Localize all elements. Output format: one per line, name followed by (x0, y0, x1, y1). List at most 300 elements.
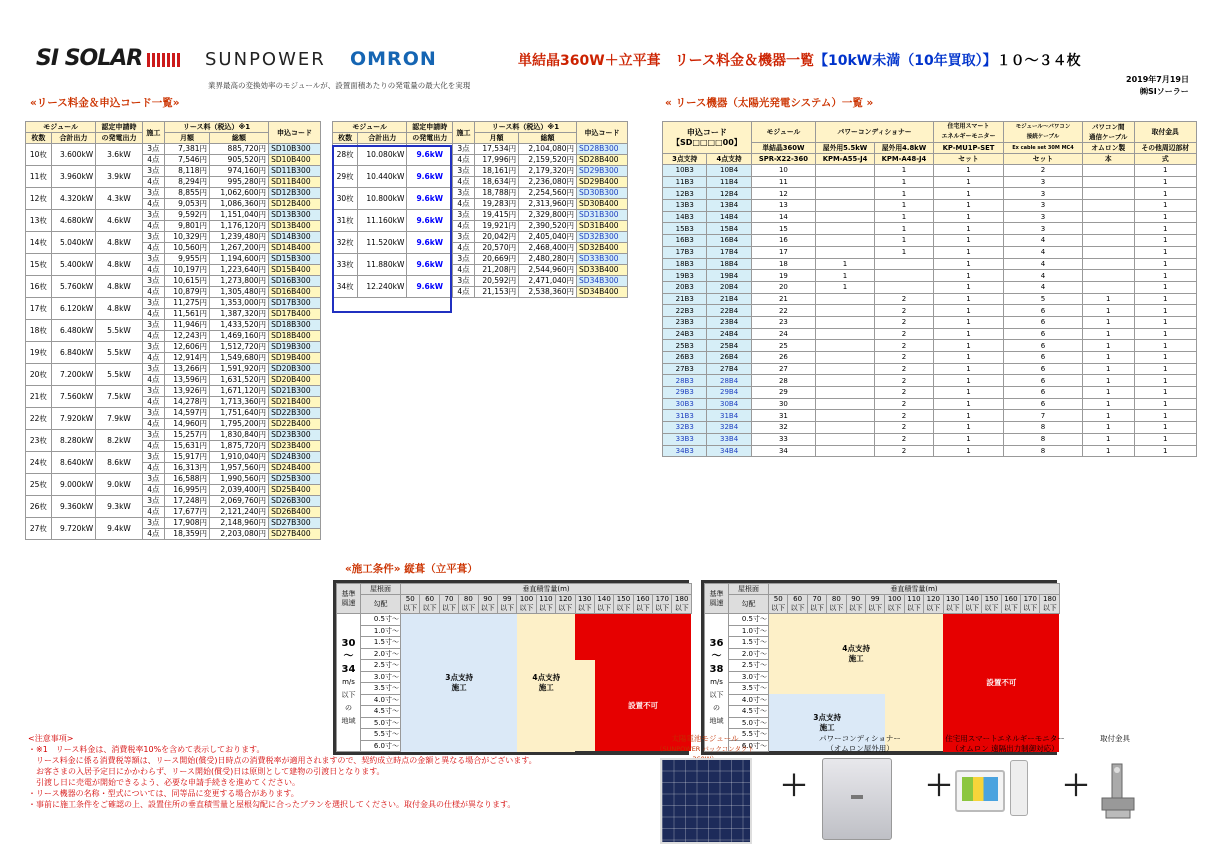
zone-4pt: 4点支持 施工 (517, 614, 575, 752)
cell-equip: 1 (816, 270, 875, 282)
cell-work: 4点 (453, 287, 475, 298)
cell-total: 11.520kW (358, 232, 407, 254)
hdr-fitting: 取付金具 (1134, 122, 1196, 143)
cell-sum: 2,148,960円 (210, 518, 269, 529)
hdr-base: 基準 風速 (705, 584, 729, 614)
cell-work: 3点 (142, 430, 164, 441)
cell-equip: 10B4 (707, 165, 751, 177)
cell-code: SD30B300 (577, 188, 628, 199)
cell-monthly: 11,946円 (164, 320, 209, 331)
cell-equip: 1 (1134, 188, 1196, 200)
cell-code: SD24B300 (269, 452, 321, 463)
cell-monthly: 10,615円 (164, 276, 209, 287)
cell-equip: 1 (875, 211, 934, 223)
cell-work: 3点 (142, 320, 164, 331)
cell-equip: 31B3 (663, 410, 707, 422)
cell-code: SD16B400 (269, 287, 321, 298)
hdr-mon3: セット (933, 154, 1003, 165)
cell-equip: 1 (875, 235, 934, 247)
cell-equip: 1 (933, 433, 1003, 445)
cell-sum: 1,353,000円 (210, 298, 269, 309)
cell-code: SD29B400 (577, 177, 628, 188)
cell-equip: 2 (875, 410, 934, 422)
note-line: リース料金に係る消費税等額は、リース開始(償受)日時点の消費税率が適用されますので、契約成立時点の金額と異なる場合がございます。 (28, 756, 537, 765)
cell-equip: 1 (933, 223, 1003, 235)
cell-code: SD34B400 (577, 287, 628, 298)
cell-equip: 1 (933, 270, 1003, 282)
cell-count: 30枚 (333, 188, 358, 210)
cell-equip: 1 (1082, 433, 1134, 445)
cell-equip (816, 387, 875, 399)
cell-equip: 19B4 (707, 270, 751, 282)
cell-monthly: 16,313円 (164, 463, 209, 474)
cell-equip (1082, 211, 1134, 223)
cell-equip: 12B3 (663, 188, 707, 200)
cell-total: 5.040kW (51, 232, 96, 254)
cell-equip: 13 (751, 200, 815, 212)
cell-code: SD31B400 (577, 221, 628, 232)
hdr-code: 申込コード (269, 122, 321, 144)
cell-sum: 885,720円 (210, 144, 269, 155)
cell-count: 10枚 (26, 144, 52, 166)
cell-equip: 17 (751, 246, 815, 258)
hdr-snow-val: 160 以下 (633, 595, 652, 614)
table-row (663, 422, 1197, 434)
cell-monthly: 20,042円 (474, 232, 518, 243)
cell-equip: 4 (1004, 235, 1083, 247)
cell-total: 4.680kW (51, 210, 96, 232)
cell-sum: 1,830,840円 (210, 430, 269, 441)
cell-total: 7.200kW (51, 364, 96, 386)
cell-work: 4点 (142, 265, 164, 276)
cell-equip: 1 (1134, 246, 1196, 258)
cell-sum: 1,223,640円 (210, 265, 269, 276)
hdr-count: 枚数 (333, 133, 358, 144)
cell-equip: 2 (875, 375, 934, 387)
cell-code: SD20B300 (269, 364, 321, 375)
cell-equip: 20B4 (707, 281, 751, 293)
hdr-module: モジュール (26, 122, 96, 133)
cell-monthly: 8,294円 (164, 177, 209, 188)
hdr-cable: モジュール～パワコン 接続ケーブル (1004, 122, 1083, 143)
cell-work: 3点 (142, 254, 164, 265)
cell-count: 17枚 (26, 298, 52, 320)
hdr-snow-val: 99 以下 (865, 595, 884, 614)
zone-3pt: 3点支持 施工 (769, 694, 885, 751)
cell-output: 9.0kW (96, 474, 143, 496)
hdr-snow-val: 100 以下 (885, 595, 904, 614)
cell-equip: 4 (1004, 246, 1083, 258)
cell-equip: 16B3 (663, 235, 707, 247)
hdr-snow-val: 160 以下 (1001, 595, 1020, 614)
note-line: お客さまの入居予定日にかかわらず、リース開始(償受)日は原則として建物の引渡日となります。 (28, 767, 385, 776)
cell-equip: 1 (933, 165, 1003, 177)
cell-work: 4点 (142, 397, 164, 408)
cell-equip (1082, 235, 1134, 247)
table-row (26, 232, 321, 243)
cell-equip: 1 (933, 246, 1003, 258)
cell-equip: 6 (1004, 398, 1083, 410)
cell-sum: 1,795,200円 (210, 419, 269, 430)
cell-equip (816, 235, 875, 247)
cell-total: 9.000kW (51, 474, 96, 496)
cell-code: SD17B300 (269, 298, 321, 309)
hdr-count: 枚数 (26, 133, 52, 144)
table-row (663, 340, 1197, 352)
slope-cell: 4.0寸～ (361, 694, 401, 706)
cell-sum: 905,520円 (210, 155, 269, 166)
table-row (663, 165, 1197, 177)
cell-sum: 1,957,560円 (210, 463, 269, 474)
cond-chart-left (333, 580, 689, 755)
cell-sum: 1,591,920円 (210, 364, 269, 375)
hdr-snow-val: 130 以下 (943, 595, 962, 614)
hdr-snow-val: 60 以下 (788, 595, 807, 614)
cell-sum: 1,305,480円 (210, 287, 269, 298)
cell-equip (816, 352, 875, 364)
table-row (333, 276, 628, 287)
cell-code: SD21B400 (269, 397, 321, 408)
cell-equip (816, 445, 875, 457)
cell-sum: 2,069,760円 (210, 496, 269, 507)
cell-count: 14枚 (26, 232, 52, 254)
cell-equip (816, 328, 875, 340)
hdr-snow-val: 140 以下 (962, 595, 981, 614)
cell-sum: 2,390,520円 (519, 221, 577, 232)
cell-work: 4点 (453, 199, 475, 210)
cell-work: 4点 (142, 155, 164, 166)
cell-equip (816, 375, 875, 387)
cell-work: 3点 (142, 408, 164, 419)
cell-code: SD22B300 (269, 408, 321, 419)
hdr-sum: 総額 (210, 133, 269, 144)
note-line: 引渡し日に売電が開始できるよう、必要な申請手続きを進めてください。 (28, 778, 300, 787)
table-row (663, 387, 1197, 399)
cell-equip: 12B4 (707, 188, 751, 200)
cell-code: SD32B300 (577, 232, 628, 243)
cell-output: 9.6kW (407, 232, 453, 254)
cell-equip (816, 398, 875, 410)
cell-equip: 10 (751, 165, 815, 177)
hdr-snow-val: 80 以下 (827, 595, 846, 614)
cell-count: 18枚 (26, 320, 52, 342)
cell-code: SD10B400 (269, 155, 321, 166)
cell-equip: 1 (875, 188, 934, 200)
cell-code: SD22B400 (269, 419, 321, 430)
cell-sum: 1,875,720円 (210, 441, 269, 452)
hdr-monthly: 月額 (474, 133, 518, 144)
cell-output: 3.6kW (96, 144, 143, 166)
cell-equip: 30B3 (663, 398, 707, 410)
cell-monthly: 19,921円 (474, 221, 518, 232)
cell-equip: 1 (1134, 305, 1196, 317)
cell-work: 4点 (142, 419, 164, 430)
cell-monthly: 13,266円 (164, 364, 209, 375)
cell-code: SD23B400 (269, 441, 321, 452)
hdr-fee: リース料（税込）※1 (474, 122, 576, 133)
cell-equip: 19 (751, 270, 815, 282)
cell-work: 4点 (142, 177, 164, 188)
cell-output: 4.6kW (96, 210, 143, 232)
cell-monthly: 15,631円 (164, 441, 209, 452)
cell-equip: 1 (933, 422, 1003, 434)
cell-equip: 31B4 (707, 410, 751, 422)
monitor-unit-image (1010, 760, 1028, 816)
cell-equip: 31 (751, 410, 815, 422)
cell-code: SD33B400 (577, 265, 628, 276)
cell-equip: 29B4 (707, 387, 751, 399)
cell-equip: 2 (875, 340, 934, 352)
table-row (26, 320, 321, 331)
cell-equip: 1 (933, 200, 1003, 212)
cell-monthly: 17,996円 (474, 155, 518, 166)
cell-equip: 4 (1004, 281, 1083, 293)
cell-count: 15枚 (26, 254, 52, 276)
cell-code: SD25B400 (269, 485, 321, 496)
cell-equip: 1 (1134, 433, 1196, 445)
cell-equip (1082, 246, 1134, 258)
cell-code: SD32B400 (577, 243, 628, 254)
cell-equip: 11 (751, 176, 815, 188)
product-monitor-label: 住宅用スマートエネルギーモニター （オムロン 遠隔出力制御対応） (945, 734, 1065, 753)
cell-monthly: 13,596円 (164, 375, 209, 386)
cell-count: 20枚 (26, 364, 52, 386)
cell-work: 4点 (453, 177, 475, 188)
company: ㈱SIソーラー (1140, 87, 1189, 96)
cell-equip: 1 (875, 223, 934, 235)
cell-total: 3.960kW (51, 166, 96, 188)
cell-equip (816, 433, 875, 445)
cond-table (704, 583, 1060, 752)
hdr-module2: 単結晶360W (751, 143, 815, 154)
slope-cell: 5.0寸～ (361, 717, 401, 729)
cell-equip: 1 (1134, 375, 1196, 387)
cell-work: 4点 (453, 221, 475, 232)
cell-monthly: 18,359円 (164, 529, 209, 540)
table-row (333, 188, 628, 199)
cell-equip: 22 (751, 305, 815, 317)
hdr-module: モジュール (751, 122, 815, 143)
cell-work: 3点 (142, 342, 164, 353)
cell-code: SD26B300 (269, 496, 321, 507)
cell-equip: 15 (751, 223, 815, 235)
cell-equip: 24B3 (663, 328, 707, 340)
cell-count: 29枚 (333, 166, 358, 188)
cell-output: 4.3kW (96, 188, 143, 210)
cell-equip: 15B4 (707, 223, 751, 235)
table-row (333, 144, 628, 155)
slope-cell: 2.0寸～ (729, 648, 769, 660)
cell-code: SD11B400 (269, 177, 321, 188)
cell-equip: 10B3 (663, 165, 707, 177)
table-row (26, 496, 321, 507)
cell-equip (1082, 200, 1134, 212)
hdr-pcs-a2: KPM-A55-J4 (816, 154, 875, 165)
cell-equip (816, 176, 875, 188)
cell-equip: 32B4 (707, 422, 751, 434)
cell-output: 7.5kW (96, 386, 143, 408)
cell-output: 3.9kW (96, 166, 143, 188)
cell-equip: 33 (751, 433, 815, 445)
cell-output: 5.5kW (96, 342, 143, 364)
table-row (663, 363, 1197, 375)
hdr-snow-val: 150 以下 (982, 595, 1001, 614)
product-module-label: 太陽電池モジュール （SUNPOWER バックコンタクト (655, 734, 754, 753)
hdr-snow: 垂直積雪量(m) (769, 584, 1060, 595)
cell-code: SD21B300 (269, 386, 321, 397)
cell-code: SD34B300 (577, 276, 628, 287)
cell-equip: 2 (875, 293, 934, 305)
cell-equip: 7 (1004, 410, 1083, 422)
cell-equip: 1 (1082, 305, 1134, 317)
cell-equip: 1 (933, 445, 1003, 457)
cell-total: 10.080kW (358, 144, 407, 166)
cell-equip: 33B3 (663, 433, 707, 445)
cell-equip: 1 (1082, 410, 1134, 422)
sunpower-logo: SUNPOWER (205, 49, 326, 70)
cond-table (336, 583, 692, 752)
cell-monthly: 10,329円 (164, 232, 209, 243)
table-row (663, 176, 1197, 188)
table-row (663, 211, 1197, 223)
hdr-module: モジュール (333, 122, 407, 133)
table-row (26, 276, 321, 287)
table-row (26, 298, 321, 309)
cell-equip: 1 (1134, 340, 1196, 352)
cell-monthly: 11,275円 (164, 298, 209, 309)
cell-equip: 1 (816, 281, 875, 293)
hdr-total: 合計出力 (358, 133, 407, 144)
cell-code: SD28B300 (577, 144, 628, 155)
hdr-snow-val: 100 以下 (517, 595, 536, 614)
hdr-monthly: 月額 (164, 133, 209, 144)
hdr-work: 施工 (453, 122, 475, 144)
cell-equip: 27 (751, 363, 815, 375)
zone-none-2: 設置不可 (595, 660, 692, 752)
cell-equip: 18 (751, 258, 815, 270)
hdr-pcs-b: 屋外用4.8kW (875, 143, 934, 154)
cell-sum: 2,179,320円 (519, 166, 577, 177)
cell-count: 12枚 (26, 188, 52, 210)
cell-equip: 16B4 (707, 235, 751, 247)
zone-3pt: 3点支持 施工 (401, 614, 517, 752)
cell-count: 28枚 (333, 144, 358, 166)
slope-cell: 4.5寸～ (729, 706, 769, 718)
cell-code: SD31B300 (577, 210, 628, 221)
cell-equip: 23B4 (707, 316, 751, 328)
cell-total: 4.320kW (51, 188, 96, 210)
cell-equip: 1 (1082, 422, 1134, 434)
cell-equip: 25 (751, 340, 815, 352)
cell-equip (816, 188, 875, 200)
cell-total: 12.240kW (358, 276, 407, 298)
table-row (663, 316, 1197, 328)
cell-output: 9.6kW (407, 166, 453, 188)
table-row (663, 433, 1197, 445)
cell-sum: 1,086,360円 (210, 199, 269, 210)
cell-monthly: 12,243円 (164, 331, 209, 342)
cell-sum: 2,121,240円 (210, 507, 269, 518)
cell-equip (875, 281, 934, 293)
cell-code: SD19B400 (269, 353, 321, 364)
cell-equip: 1 (1134, 281, 1196, 293)
slope-cell: 5.0寸～ (729, 717, 769, 729)
cell-sum: 1,671,120円 (210, 386, 269, 397)
cell-output: 9.6kW (407, 144, 453, 166)
cell-output: 7.9kW (96, 408, 143, 430)
cell-sum: 2,313,960円 (519, 199, 577, 210)
cell-total: 8.640kW (51, 452, 96, 474)
slope-cell: 2.0寸～ (361, 648, 401, 660)
cell-code: SD18B300 (269, 320, 321, 331)
cell-total: 7.920kW (51, 408, 96, 430)
cell-monthly: 12,914円 (164, 353, 209, 364)
table-row (663, 246, 1197, 258)
cell-equip: 1 (933, 211, 1003, 223)
cell-equip: 8 (1004, 433, 1083, 445)
cell-work: 4点 (142, 331, 164, 342)
cell-output: 9.6kW (407, 188, 453, 210)
cell-equip: 2 (1004, 165, 1083, 177)
cell-equip: 14 (751, 211, 815, 223)
cell-equip: 1 (1134, 176, 1196, 188)
cell-count: 23枚 (26, 430, 52, 452)
cell-equip (816, 200, 875, 212)
cell-equip: 1 (933, 293, 1003, 305)
cell-equip (1082, 258, 1134, 270)
cell-sum: 2,039,400円 (210, 485, 269, 496)
cell-sum: 1,549,680円 (210, 353, 269, 364)
cell-work: 3点 (142, 232, 164, 243)
cell-work: 3点 (142, 496, 164, 507)
hdr-snow-val: 70 以下 (439, 595, 458, 614)
cell-sum: 2,203,080円 (210, 529, 269, 540)
table-row (663, 375, 1197, 387)
cell-sum: 974,160円 (210, 166, 269, 177)
cell-code: SD17B400 (269, 309, 321, 320)
cell-monthly: 8,118円 (164, 166, 209, 177)
cell-monthly: 11,561円 (164, 309, 209, 320)
cell-equip: 25B3 (663, 340, 707, 352)
hdr-snow-val: 70 以下 (807, 595, 826, 614)
hdr-snow-val: 110 以下 (536, 595, 555, 614)
cell-equip: 2 (875, 398, 934, 410)
cell-sum: 1,990,560円 (210, 474, 269, 485)
cell-equip: 20B3 (663, 281, 707, 293)
cell-total: 10.440kW (358, 166, 407, 188)
cell-equip: 11B3 (663, 176, 707, 188)
slope-cell: 1.5寸～ (361, 637, 401, 649)
table-row (26, 210, 321, 221)
cell-equip: 21 (751, 293, 815, 305)
cell-equip (1082, 223, 1134, 235)
hdr-snow-val: 90 以下 (478, 595, 497, 614)
zone-none (575, 614, 691, 660)
hdr-work: 施工 (142, 122, 164, 144)
cell-equip: 21B4 (707, 293, 751, 305)
cell-equip: 1 (875, 246, 934, 258)
cell-equip (816, 340, 875, 352)
cell-equip (816, 422, 875, 434)
cell-monthly: 20,669円 (474, 254, 518, 265)
cell-code: SD14B300 (269, 232, 321, 243)
cell-equip: 6 (1004, 340, 1083, 352)
cell-equip: 26B4 (707, 352, 751, 364)
hdr-code: 申込コード 【SD□□□□00】 (663, 122, 752, 154)
cell-work: 4点 (142, 243, 164, 254)
cell-equip: 1 (933, 305, 1003, 317)
cell-code: SD30B400 (577, 199, 628, 210)
